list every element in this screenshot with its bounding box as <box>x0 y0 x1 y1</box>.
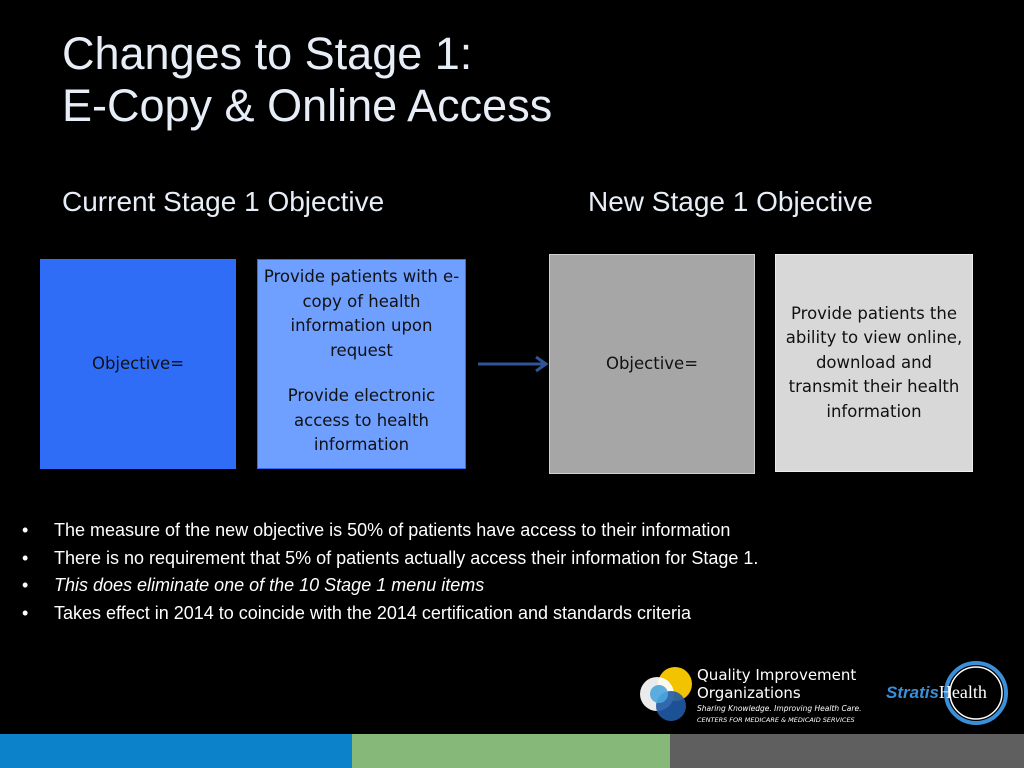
new-objective-description: Provide patients the ability to view online, download and transmit their health information <box>785 303 963 421</box>
new-objective-label: Objective= <box>605 353 699 373</box>
qio-logo <box>637 662 872 728</box>
bullet-text: Takes effect in 2014 to coincide with the 2014 certification and standards criteria <box>54 602 692 623</box>
slide-title-line-2: E-Copy & Online Access <box>62 80 553 131</box>
footer-bar-gray <box>670 734 1024 768</box>
stratis-health-wordmark <box>886 682 987 703</box>
bullet-item <box>22 572 758 600</box>
bullet-list <box>22 517 758 627</box>
bullet-marker: • <box>22 520 29 540</box>
slide-title <box>62 28 552 132</box>
footer-bar-blue <box>0 734 352 768</box>
stratis-wordmark-part-1: Stratis <box>886 683 939 702</box>
bullet-marker: • <box>22 602 29 623</box>
footer-bar-green <box>352 734 670 768</box>
new-objective-description-box <box>775 254 973 472</box>
bullet-text: There is no requirement that 5% of patients actually access their information for Stage 1. <box>54 547 759 568</box>
bullet-marker: • <box>22 575 29 595</box>
qio-name-line-2: Organizations <box>697 684 801 702</box>
bullet-marker: • <box>22 547 29 568</box>
bullet-text: The measure of the new objective is 50% of patients have access to their information <box>54 520 731 540</box>
stratis-wordmark-part-2: Health <box>938 682 987 702</box>
slide-title-line-1: Changes to Stage 1: <box>62 28 473 79</box>
current-objective-description-2: Provide electronic access to health information <box>287 386 436 454</box>
current-objective-description-1: Provide patients with e-copy of health information upon request <box>263 267 460 360</box>
qio-name-line-1: Quality Improvement <box>697 666 857 684</box>
stratis-health-logo <box>884 658 1012 728</box>
bullet-item <box>22 600 758 628</box>
qio-cms-line: CENTERS FOR MEDICARE & MEDICAID SERVICES <box>697 716 855 724</box>
right-arrow-icon <box>476 354 552 374</box>
current-objective-heading: Current Stage 1 Objective <box>62 186 385 217</box>
current-objective-label: Objective= <box>91 353 185 373</box>
new-objective-label-box <box>549 254 755 474</box>
new-objective-heading: New Stage 1 Objective <box>588 186 873 217</box>
bullet-item <box>22 517 758 545</box>
current-objective-description-box <box>257 259 466 469</box>
bullet-text: This does eliminate one of the 10 Stage 1 menu items <box>54 575 485 595</box>
bullet-item <box>22 545 758 573</box>
qio-tagline: Sharing Knowledge. Improving Health Care. <box>697 704 862 713</box>
current-objective-label-box <box>40 259 236 469</box>
qio-circles-icon <box>637 664 695 724</box>
